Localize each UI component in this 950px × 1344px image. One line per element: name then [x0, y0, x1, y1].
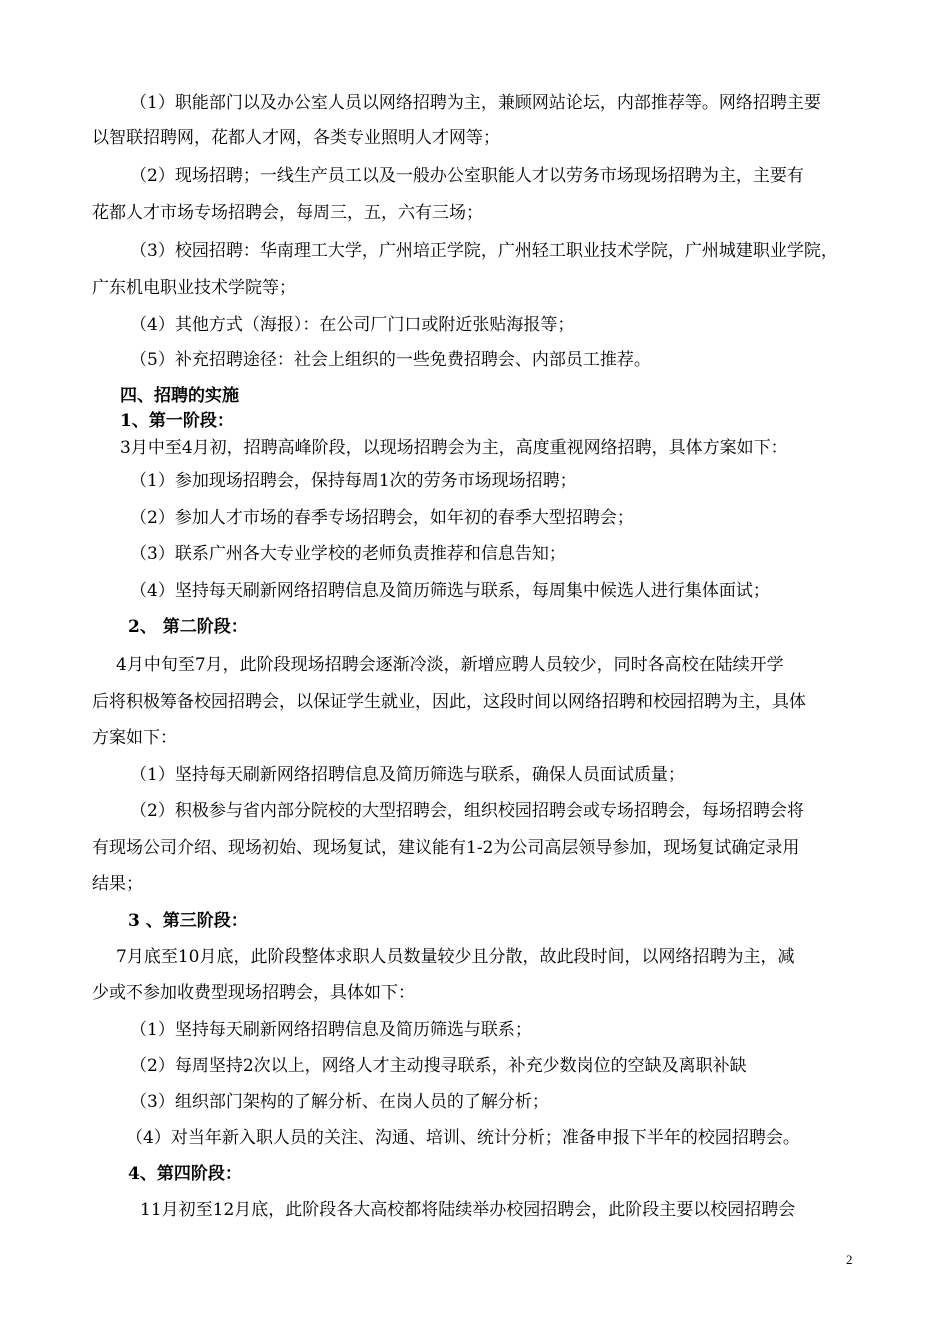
stage-heading: 2、 第二阶段： — [128, 617, 248, 637]
paragraph-line: （1）坚持每天刷新网络招聘信息及简历筛选与联系，确保人员面试质量； — [130, 765, 685, 785]
paragraph-line: 结果； — [92, 874, 143, 894]
paragraph-line: 广东机电职业技术学院等； — [92, 278, 296, 298]
stage-heading: 1、第一阶段： — [120, 411, 234, 431]
stage-heading: 4、第四阶段： — [128, 1164, 242, 1184]
paragraph-line: 后将积极筹备校园招聘会，以保证学生就业，因此，这段时间以网络招聘和校园招聘为主，具体 — [92, 692, 806, 712]
page-number: 2 — [846, 1252, 853, 1267]
paragraph-line: 7月底至10月底，此阶段整体求职人员数量较少且分散，故此段时间，以网络招聘为主，减 — [116, 947, 795, 967]
paragraph-line: （2）参加人才市场的春季专场招聘会，如年初的春季大型招聘会； — [130, 508, 634, 528]
stage-heading: 3 、第三阶段： — [128, 911, 248, 931]
paragraph-line: （1）参加现场招聘会，保持每周1次的劳务市场现场招聘； — [130, 471, 577, 491]
paragraph-line: 花都人才市场专场招聘会，每周三，五，六有三场； — [92, 203, 483, 223]
paragraph-line: 以智联招聘网，花都人才网，各类专业照明人才网等； — [92, 128, 500, 148]
paragraph-line: 11月初至12月底，此阶段各大高校都将陆续举办校园招聘会，此阶段主要以校园招聘会 — [140, 1200, 796, 1220]
paragraph-line: （3）联系广州各大专业学校的老师负责推荐和信息告知； — [130, 544, 566, 564]
paragraph-line: 少或不参加收费型现场招聘会，具体如下： — [92, 983, 415, 1003]
paragraph-line: 3月中至4月初，招聘高峰阶段，以现场招聘会为主，高度重视网络招聘，具体方案如下： — [120, 438, 788, 458]
paragraph-line: 4月中旬至7月，此阶段现场招聘会逐渐冷淡，新增应聘人员较少，同时各高校在陆续开学 — [116, 655, 784, 675]
section-heading: 四、招聘的实施 — [120, 386, 239, 406]
paragraph-line: 有现场公司介绍、现场初始、现场复试，建议能有1-2为公司高层领导参加，现场复试确定录用 — [92, 838, 800, 858]
paragraph-line: （1）坚持每天刷新网络招聘信息及简历筛选与联系； — [130, 1020, 532, 1040]
paragraph-line: （2）现场招聘；一线生产员工以及一般办公室职能人才以劳务市场现场招聘为主，主要有 — [130, 166, 804, 186]
paragraph-line: （5）补充招聘途径：社会上组织的一些免费招聘会、内部员工推荐。 — [130, 350, 651, 370]
paragraph-line: （3）校园招聘：华南理工大学，广州培正学院，广州轻工职业技术学院，广州城建职业学院， — [130, 241, 838, 261]
paragraph-line: （1）职能部门以及办公室人员以网络招聘为主，兼顾网站论坛，内部推荐等。网络招聘主要 — [130, 93, 821, 113]
paragraph-line: （4）对当年新入职人员的关注、沟通、培训、统计分析；准备申报下半年的校园招聘会。 — [126, 1128, 800, 1148]
paragraph-line: （2）每周坚持2次以上，网络人才主动搜寻联系，补充少数岗位的空缺及离职补缺 — [130, 1056, 747, 1076]
paragraph-line: （2）积极参与省内部分院校的大型招聘会，组织校园招聘会或专场招聘会，每场招聘会将 — [130, 801, 804, 821]
paragraph-line: （4）坚持每天刷新网络招聘信息及简历筛选与联系，每周集中候选人进行集体面试； — [130, 581, 770, 601]
paragraph-line: 方案如下： — [92, 728, 177, 748]
paragraph-line: （4）其他方式（海报）：在公司厂门口或附近张贴海报等； — [130, 315, 575, 335]
paragraph-line: （3）组织部门架构的了解分析、在岗人员的了解分析； — [130, 1092, 549, 1112]
